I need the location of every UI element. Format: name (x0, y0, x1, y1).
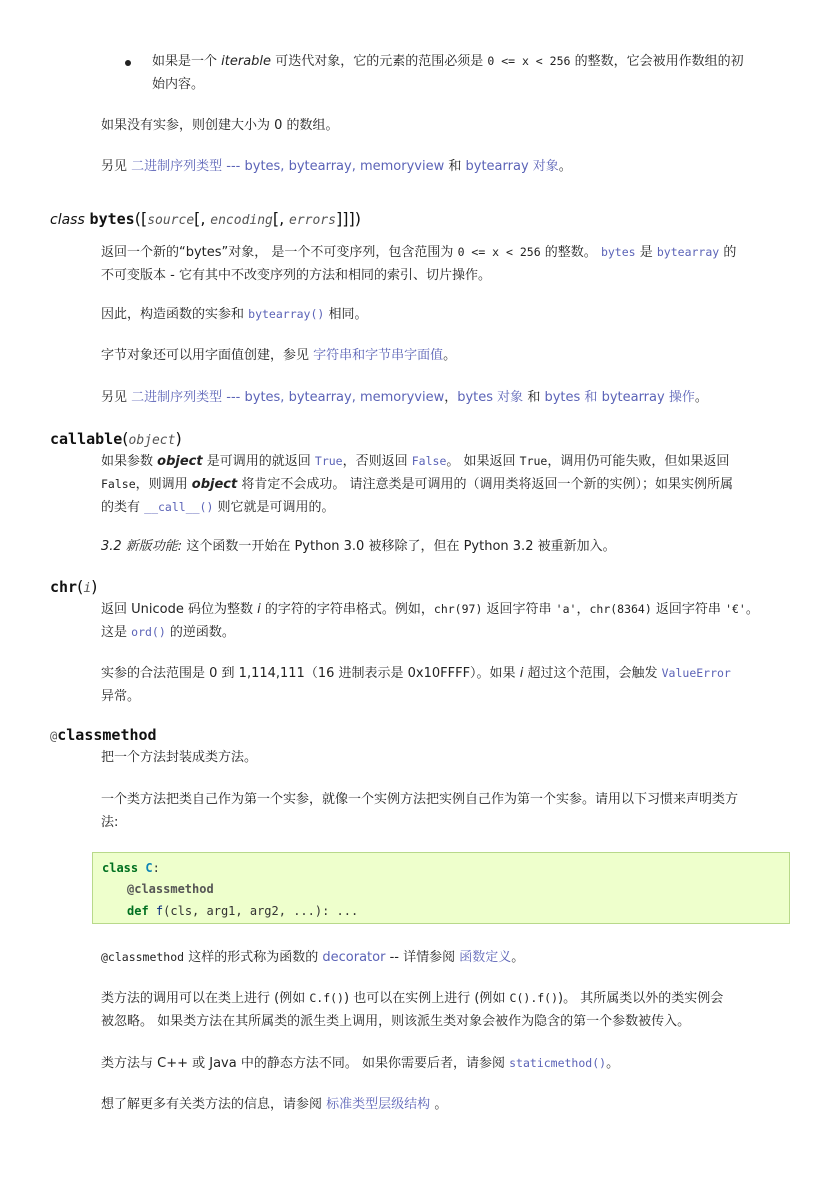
decorator: @classmethod (127, 882, 214, 896)
bracket: [, (272, 209, 285, 228)
desc-text: 的整数。 (544, 245, 597, 260)
param-source: source (147, 213, 195, 228)
desc-text: 将肯定不会成功。 请注意类是可调用的（调用类将返回一个新的实例）；如果实例所属 (241, 477, 733, 492)
callable-desc-line-1 (101, 450, 791, 473)
version-label: 3.2 新版功能: (101, 539, 183, 554)
keyword-class: class (102, 861, 139, 875)
code-line-3 (127, 901, 358, 921)
class-keyword: class (50, 212, 85, 228)
period-text: 。 (606, 1056, 620, 1071)
chr-example-code: chr(8364) (589, 602, 652, 616)
func-name: f (155, 904, 164, 918)
param-encoding: encoding (210, 213, 273, 228)
desc-text: 因此，构造函数的实参和 (101, 307, 245, 322)
iterable-term: iterable (221, 54, 272, 69)
chr-description (101, 598, 791, 644)
classmethod-paragraph-3 (101, 946, 791, 969)
param-ref: i (257, 602, 261, 617)
desc-text: 的逆函数。 (169, 625, 235, 640)
decorator-at: @ (50, 729, 58, 743)
version-note (101, 535, 791, 558)
classmethod-paragraph-6 (101, 1093, 791, 1116)
function-name: bytes (89, 210, 135, 228)
callable-description (101, 450, 791, 519)
code-example-block (92, 852, 790, 924)
false-code: False (101, 477, 136, 491)
desc-text: 。 (745, 602, 759, 617)
desc-text: 实参的合法范围是 0 到 1,114,111（16 进制表示是 0x10FFFF）。如果 (101, 666, 516, 681)
classmethod-paragraph-2 (101, 788, 791, 834)
desc-text: -- 详情参阅 (389, 950, 456, 965)
string-literals-link[interactable]: 字符串和字节串字面值 (313, 348, 444, 363)
string-code: '€' (725, 602, 746, 616)
desc-text: 返回字符串 (486, 602, 552, 617)
bracket: ( (77, 577, 84, 596)
code-line-1 (102, 858, 160, 878)
chr-desc-line-1 (101, 598, 791, 621)
chr-example-code: chr(97) (433, 602, 483, 616)
desc-text: ，则调用 (135, 477, 188, 492)
comma-text: ， (444, 390, 458, 405)
conjunction-text: 和 (448, 159, 462, 174)
bullet-text: 如果是一个 (152, 54, 218, 69)
bracket: ]]]) (335, 209, 361, 228)
bytes-signature (50, 207, 361, 233)
staticmethod-link[interactable]: staticmethod() (509, 1056, 607, 1070)
ord-link[interactable]: ord() (131, 625, 166, 639)
classmethod-code: @classmethod (101, 950, 185, 964)
desc-text: ，调用仍可能失败，但如果返回 (547, 454, 730, 469)
func-args: (cls, arg1, arg2, ...): ... (163, 904, 359, 918)
function-name: callable (50, 430, 123, 448)
desc-text: 相同。 (328, 307, 368, 322)
bytes-literal-paragraph (101, 344, 791, 367)
period-text: 。 (694, 390, 708, 405)
desc-text: ， (576, 602, 590, 617)
cm-p4-line-2: 被忽略。 如果类方法在其所属类的派生类上调用，则该派生类对象会被作为隐含的第一个参数被传入。 (101, 1014, 691, 1029)
bracket: ([ (134, 209, 148, 228)
desc-text: 的类有 (101, 500, 141, 515)
valueerror-link[interactable]: ValueError (661, 666, 731, 680)
version-text: 这个函数一开始在 Python 3.0 被移除了，但在 Python 3.2 被重新加入。 (186, 539, 616, 554)
period-text: 。 (434, 1097, 448, 1112)
chr-signature (50, 575, 97, 601)
desc-text: 这样的形式称为函数的 (188, 950, 319, 965)
period-text: 。 (558, 159, 572, 174)
param-object: object (128, 433, 176, 448)
classmethod-signature (50, 723, 157, 748)
desc-text: 是 (639, 245, 653, 260)
decorator-link[interactable]: decorator (322, 950, 386, 965)
class-call-code: C.f() (309, 991, 344, 1005)
callable-desc-line-3 (101, 496, 791, 519)
desc-text: 返回 Unicode 码位为整数 (101, 602, 253, 617)
function-name: classmethod (57, 726, 157, 744)
bullet-dot-icon (125, 60, 131, 66)
bullet-line-2: 始内容。 (152, 77, 205, 92)
range-code: 0 <= x < 256 (487, 54, 571, 68)
desc-text: 超过这个范围，会触发 (527, 666, 658, 681)
bullet-item (152, 50, 792, 96)
desc-text: 。 如果返回 (446, 454, 516, 469)
desc-text: 是可调用的就返回 (206, 454, 311, 469)
range-code: 0 <= x < 256 (457, 245, 541, 259)
param-ref: i (519, 666, 524, 681)
bytes-link[interactable]: bytes (600, 245, 636, 259)
no-arg-paragraph: 如果没有实参，则创建大小为 0 的数组。 (101, 118, 339, 133)
desc-text: )。 其所属类以外的类实例会 (558, 991, 724, 1006)
desc-text: 返回字符串 (655, 602, 721, 617)
bracket: [, (194, 209, 206, 228)
cm-p2-line-1: 一个类方法把类自己作为第一个实参，就像一个实例方法把实例自己作为第一个实参。请用以下习惯来声明类方 (101, 792, 739, 807)
bytes-ctor-paragraph (101, 303, 791, 326)
param-ref: object (191, 477, 238, 492)
bytes-desc-line-2: 不可变版本 - 它有其中不改变序列的方法和相同的索引、切片操作。 (101, 268, 491, 283)
bytes-description (101, 241, 791, 287)
desc-text: 字节对象还可以用字面值创建，参见 (101, 348, 310, 363)
desc-text: 则它就是可调用的。 (217, 500, 335, 515)
see-also-label: 另见 (101, 390, 128, 405)
function-definition-link[interactable]: 函数定义 (459, 950, 512, 965)
bracket: ) (91, 577, 98, 596)
see-also-paragraph (101, 155, 791, 178)
bracket: ) (175, 429, 182, 448)
bytearray-objects-link[interactable]: bytearray 对象 (465, 159, 559, 174)
string-code: 'a' (555, 602, 577, 616)
bullet-text: 的整数，它会被用作数组的初 (574, 54, 744, 69)
param-i: i (83, 581, 92, 596)
bytearray-link[interactable]: bytearray (656, 245, 720, 259)
function-name: chr (50, 578, 78, 596)
chr-range-paragraph (101, 662, 791, 708)
desc-text: 类方法与 C++ 或 Java 中的静态方法不同。 如果你需要后者，请参阅 (101, 1056, 505, 1071)
callable-desc-line-2 (101, 473, 791, 496)
code-line-2 (127, 879, 214, 899)
desc-text: 这是 (101, 625, 128, 640)
chr-range-line-2: 异常。 (101, 689, 141, 704)
classmethod-paragraph-5 (101, 1052, 791, 1075)
desc-text: 想了解更多有关类方法的信息，请参阅 (101, 1097, 323, 1112)
binary-seq-types-link[interactable]: 二进制序列类型 --- bytes, bytearray, memoryview (131, 390, 445, 405)
bracket: ( (122, 429, 129, 448)
desc-text: 返回一个新的“bytes”对象， 是一个不可变序列，包含范围为 (101, 245, 454, 260)
desc-text: 的字符的字符串格式。例如， (264, 602, 434, 617)
cm-p2-line-2: 法: (101, 815, 119, 830)
true-code: True (519, 454, 548, 468)
class-name: C (145, 861, 153, 875)
see-also-paragraph-2 (101, 386, 791, 409)
classmethod-paragraph-4 (101, 987, 791, 1033)
colon: : (152, 861, 160, 875)
bytes-desc-line-1 (101, 241, 791, 264)
desc-text: ) 也可以在实例上进行 (例如 (343, 991, 506, 1006)
chr-desc-line-2 (101, 621, 791, 644)
instance-call-code: C().f() (509, 991, 559, 1005)
bytes-objects-link[interactable]: bytes 对象 (457, 390, 524, 405)
chr-range-line-1 (101, 662, 791, 685)
bytearray-func-link[interactable]: bytearray() (248, 307, 325, 321)
type-hierarchy-link[interactable]: 标准类型层级结构 (326, 1097, 431, 1112)
param-ref: object (157, 454, 203, 469)
bullet-line-1 (152, 50, 792, 73)
desc-text: 如果参数 (101, 454, 154, 469)
desc-text: 类方法的调用可以在类上进行 (例如 (101, 991, 306, 1006)
classmethod-paragraph-1: 把一个方法封装成类方法。 (101, 750, 258, 765)
bullet-text: 可迭代对象，它的元素的范围必须是 (275, 54, 484, 69)
false-constant[interactable]: False (411, 454, 447, 468)
param-errors: errors (289, 213, 336, 228)
period-text: 。 (511, 950, 525, 965)
desc-text: 的 (723, 245, 737, 260)
cm-p4-line-1 (101, 987, 791, 1010)
bytes-bytearray-ops-link[interactable]: bytes 和 bytearray 操作 (544, 390, 695, 405)
binary-seq-types-link[interactable]: 二进制序列类型 --- bytes, bytearray, memoryview (131, 159, 445, 174)
true-constant[interactable]: True (314, 454, 343, 468)
see-also-label: 另见 (101, 159, 128, 174)
period-text: 。 (443, 348, 457, 363)
call-method-link[interactable]: __call__() (144, 500, 214, 514)
desc-text: ，否则返回 (342, 454, 408, 469)
keyword-def: def (127, 904, 149, 918)
conjunction-text: 和 (527, 390, 541, 405)
